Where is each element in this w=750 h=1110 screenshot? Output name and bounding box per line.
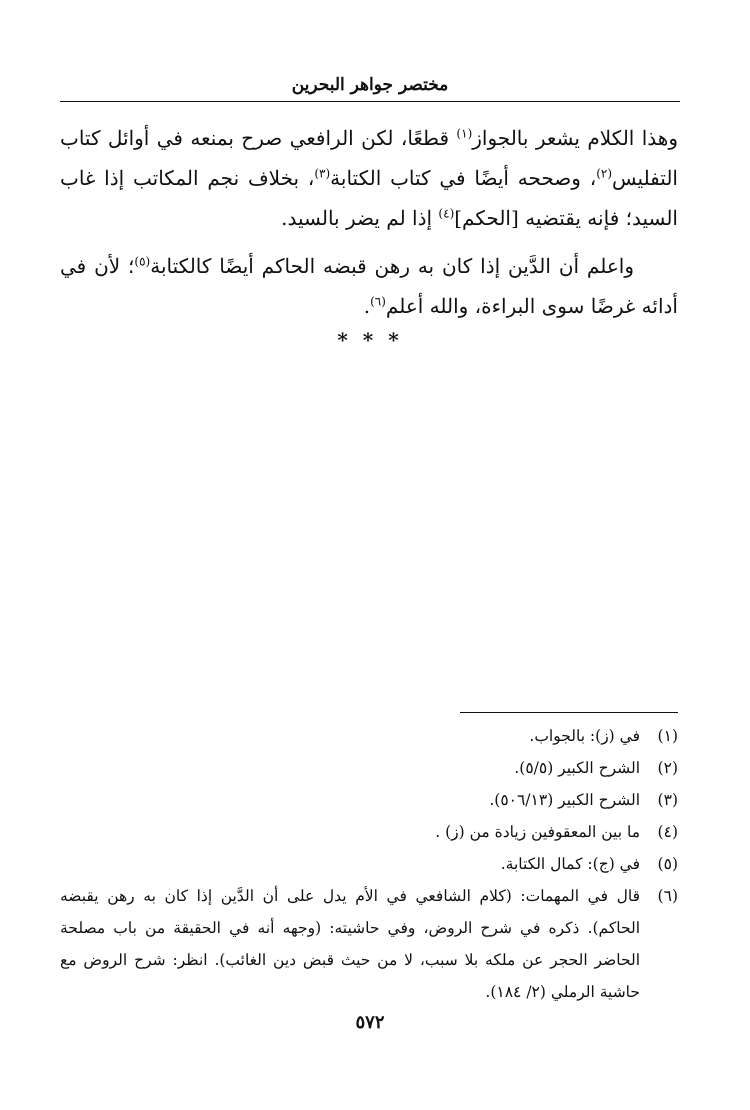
footnote-text: ما بين المعقوفين زيادة من (ز) . — [435, 823, 640, 841]
footnote-ref-2: (٢) — [596, 166, 613, 181]
footnote-item — [60, 880, 678, 1008]
footnote-number: (٦) — [657, 887, 678, 905]
paragraph-1 — [60, 118, 678, 238]
text-segment: واعلم أن الدَّين إذا كان به رهن قبضه الحاكم أيضًا كالكتابة — [150, 254, 634, 278]
text-segment: وهذا الكلام يشعر بالجواز — [472, 126, 678, 150]
footnotes-block — [60, 720, 678, 1008]
text-segment: قطعًا، لكن الرافعي صرح بمنعه في أوائل كتاب التفليس — [60, 126, 678, 190]
footnote-rule — [460, 712, 678, 713]
footnote-ref-3: (٣) — [314, 166, 331, 181]
footnote-number: (١) — [657, 727, 678, 745]
text-segment: . — [363, 294, 371, 318]
footnote-item — [60, 752, 678, 784]
footnote-text: في (ز): بالجواب. — [529, 727, 640, 745]
text-segment: ، بخلاف نجم المكاتب إذا غاب السيد؛ فإنه يقتضيه [الحكم] — [60, 166, 678, 230]
footnote-text: الشرح الكبير (٥/٥). — [514, 759, 640, 777]
footnote-text: في (ج): كمال الكتابة. — [500, 855, 640, 873]
footnote-item — [60, 720, 678, 752]
footnote-item — [60, 784, 678, 816]
footnote-text: الشرح الكبير (٥٠٦/١٣). — [489, 791, 640, 809]
footnote-ref-6: (٦) — [370, 294, 386, 309]
footnote-number: (٣) — [657, 791, 678, 809]
footnote-text: قال في المهمات: (كلام الشافعي في الأم يدل على أن الدَّين إذا كان به رهن يقبضه الحاكم). ذكره في شرح الروض، وفي حاشيته: (وجهه أنه في الحقيقة من باب مصلحة الحاضر الحجر عن ملكه بلا سبب، لا من حيث قبض دين الغائب). انظر: شرح الروض مع حاشية الرملي (٢/ ١٨٤). — [60, 887, 640, 1001]
footnote-item — [60, 816, 678, 848]
footnote-ref-5: (٥) — [134, 254, 151, 269]
main-text — [60, 118, 678, 326]
footnote-number: (٤) — [657, 823, 678, 841]
text-segment: إذا لم يضر بالسيد. — [281, 206, 439, 230]
running-header-title: مختصر جواهر البحرين — [291, 75, 449, 95]
footnote-number: (٢) — [657, 759, 678, 777]
footnote-ref-1: (١) — [456, 126, 473, 141]
header-rule — [60, 101, 680, 102]
page-number: ٥٧٢ — [355, 1012, 385, 1033]
text-segment: ، وصححه أيضًا في كتاب الكتابة — [330, 166, 597, 190]
paragraph-2 — [60, 246, 678, 326]
text-segment: ؛ لأن في أدائه غرضًا سوى البراءة، والله أعلم — [60, 254, 678, 318]
footnote-ref-4: (٤) — [438, 206, 455, 221]
footnote-number: (٥) — [657, 855, 678, 873]
section-separator: * * * — [337, 328, 403, 352]
footnote-item — [60, 848, 678, 880]
